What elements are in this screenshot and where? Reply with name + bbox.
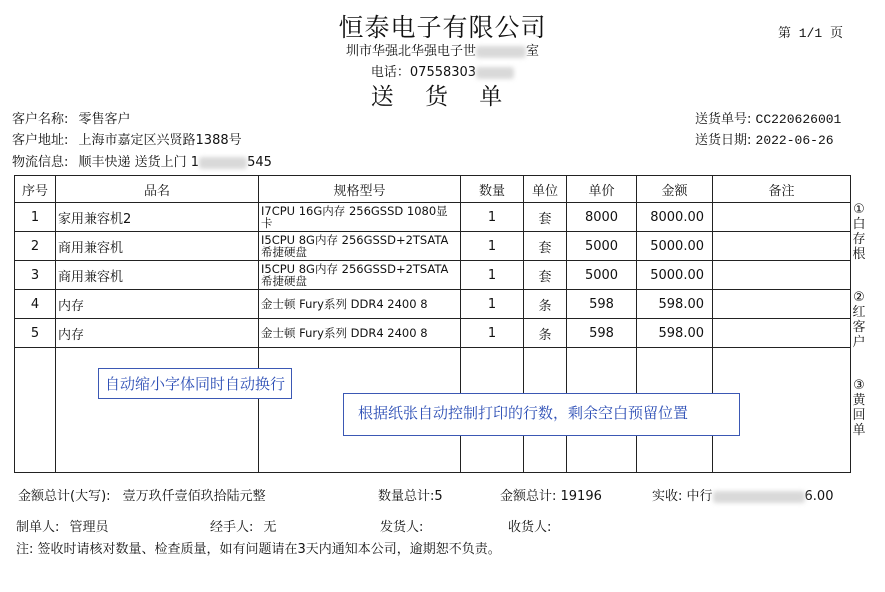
cell-name: 商用兼容机 [56,232,259,261]
cell-spec: 金士顿 Fury系列 DDR4 2400 8 [259,319,461,348]
handler-label: 经手人: [210,520,254,535]
redacted-block [476,46,526,58]
phone-text: 电话：07558303 [370,65,477,80]
shipper-label: 发货人: [380,520,424,535]
address-text: 圳市华强北华强电子世 [345,44,476,59]
cell-price: 598 [567,290,637,319]
company-name: 恒泰电子有限公司 [338,13,547,42]
cell-price: 598 [567,319,637,348]
customer-name-row [12,108,131,127]
order-number-label: 送货单号: [695,112,752,127]
customer-name: 零售客户 [78,112,131,127]
cell-name: 家用兼容机2 [56,203,259,232]
copy-label-white-stub: ① 白 存 根 [852,202,866,262]
copy-label-red-customer: ② 红 客 户 [852,290,866,350]
amount-total: 金额总计: 19196 [500,489,602,504]
customer-address-label: 客户地址: [12,133,69,148]
annotation-autofit: 自动缩小字体同时自动换行 [98,368,292,399]
customer-address: 上海市嘉定区兴贤路1388号 [78,133,242,148]
cell-spec: I5CPU 8G内存 256GSSD+2TSATA希捷硬盘 [259,232,461,261]
blank-cell [15,348,56,473]
maker: 管理员 [69,520,109,535]
col-header-qty: 数量 [461,176,524,203]
total-words-label: 金额总计(大写): [18,489,111,504]
redacted-block [713,491,805,503]
order-number: CC220626001 [755,112,842,127]
logistics-tail: 545 [247,155,272,170]
cell-qty: 1 [461,261,524,290]
received-text: 实收: 中行 [652,489,713,504]
col-header-unit: 单位 [524,176,567,203]
cell-price: 8000 [567,203,637,232]
page-number: 第 1/1 页 [777,26,843,41]
cell-name: 内存 [56,290,259,319]
quantity-total: 数量总计:5 [378,489,443,504]
col-header-no: 序号 [15,176,56,203]
cell-name: 商用兼容机 [56,261,259,290]
logistics-row [12,151,272,170]
cell-amount: 598.00 [637,319,713,348]
received-row [652,485,833,504]
cell-no: 3 [15,261,56,290]
cell-unit: 套 [524,261,567,290]
cell-remark [713,290,851,319]
cell-name: 内存 [56,319,259,348]
handler-row [210,516,277,535]
redacted-block [199,157,247,169]
table-header-row [15,176,851,203]
table-row [15,203,851,232]
cell-remark [713,203,851,232]
copy-label-yellow-receipt: ③ 黄 回 单 [852,378,866,438]
notice-text: 注: 签收时请核对数量、检查质量，如有问题请在3天内通知本公司，逾期恕不负责。 [16,542,501,557]
cell-unit: 条 [524,290,567,319]
cell-spec: I7CPU 16G内存 256GSSD 1080显卡 [259,203,461,232]
col-header-remark: 备注 [713,176,851,203]
document-title: 送 货 单 [370,84,515,110]
logistics-label: 物流信息: [12,155,69,170]
maker-label: 制单人: [16,520,60,535]
cell-remark [713,261,851,290]
table-row [15,232,851,261]
cell-no: 1 [15,203,56,232]
customer-name-label: 客户名称: [12,112,69,127]
cell-unit: 条 [524,319,567,348]
cell-qty: 1 [461,203,524,232]
table-row [15,261,851,290]
handler: 无 [263,520,277,535]
cell-no: 5 [15,319,56,348]
maker-row [16,516,109,535]
delivery-date: 2022-06-26 [755,133,834,148]
total-words-row [18,485,266,504]
redacted-block [476,67,514,79]
table-row [15,319,851,348]
cell-spec: 金士顿 Fury系列 DDR4 2400 8 [259,290,461,319]
cell-unit: 套 [524,203,567,232]
received-tail: 6.00 [804,489,834,504]
order-number-row [695,108,841,127]
cell-no: 4 [15,290,56,319]
logistics-info: 顺丰快递 送货上门 1 [78,155,200,170]
company-address [0,40,885,59]
cell-qty: 1 [461,290,524,319]
col-header-name: 品名 [56,176,259,203]
cell-qty: 1 [461,232,524,261]
customer-address-row [12,129,242,148]
table-row [15,290,851,319]
cell-remark [713,319,851,348]
col-header-spec: 规格型号 [259,176,461,203]
delivery-date-label: 送货日期: [695,133,752,148]
cell-no: 2 [15,232,56,261]
cell-qty: 1 [461,319,524,348]
delivery-date-row [695,129,834,148]
cell-amount: 598.00 [637,290,713,319]
annotation-auto-rows: 根据纸张自动控制打印的行数，剩余空白预留位置 [343,393,740,436]
receiver-label: 收货人: [508,520,552,535]
blank-cell [56,348,259,473]
col-header-amount: 金额 [637,176,713,203]
cell-amount: 8000.00 [637,203,713,232]
cell-price: 5000 [567,261,637,290]
total-words: 壹万玖仟壹佰玖拾陆元整 [122,489,266,504]
cell-amount: 5000.00 [637,232,713,261]
cell-remark [713,232,851,261]
cell-amount: 5000.00 [637,261,713,290]
cell-spec: I5CPU 8G内存 256GSSD+2TSATA希捷硬盘 [259,261,461,290]
col-header-price: 单价 [567,176,637,203]
cell-price: 5000 [567,232,637,261]
cell-unit: 套 [524,232,567,261]
address-suffix: 室 [526,44,540,59]
